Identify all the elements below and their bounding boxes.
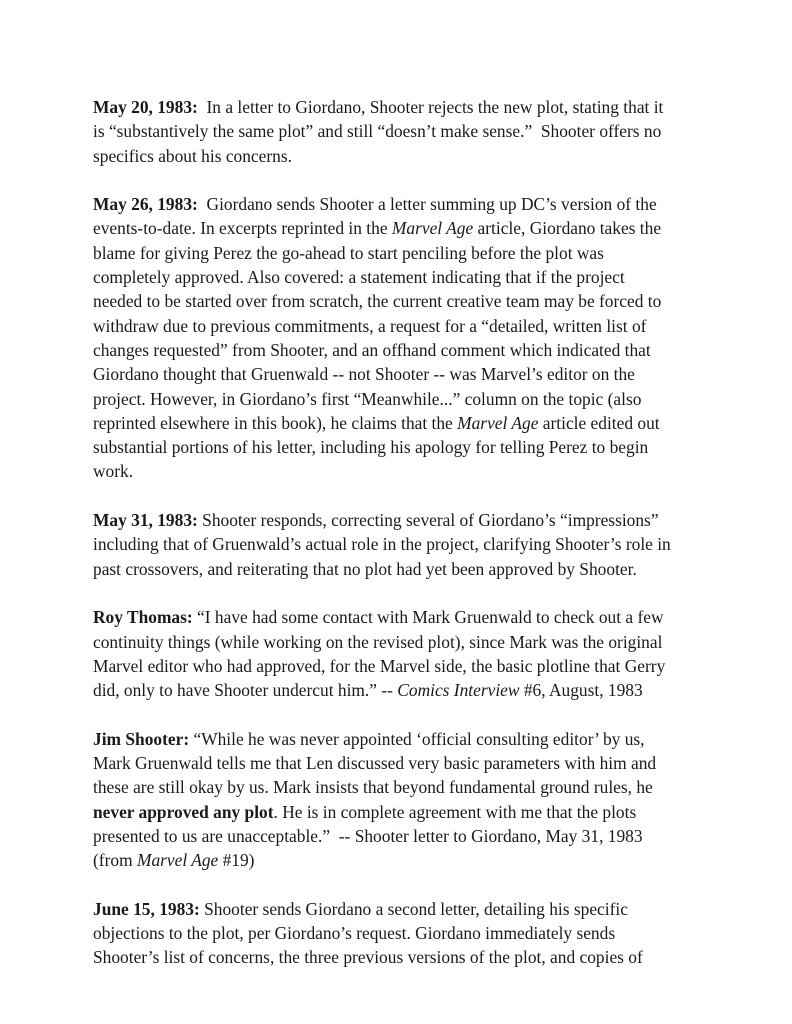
text-line (93, 387, 733, 411)
body-text: Giordano sends Shooter a letter summing up DC’s version of the (197, 194, 657, 215)
body-text: presented to us are unacceptable.” -- Shooter letter to Giordano, May 31, 1983 (93, 825, 643, 846)
body-text: “I have had some contact with Mark Gruenwald to check out a few (192, 607, 664, 628)
italic-title: Comics Interview (397, 680, 520, 701)
entry-heading: May 31, 1983: (93, 510, 198, 531)
paragraph-may-20 (93, 95, 733, 168)
paragraph-may-26 (93, 192, 733, 484)
text-line (93, 751, 733, 775)
text-line (93, 800, 733, 824)
body-text: these are still okay by us. Mark insists that beyond fundamental ground rules, he (93, 777, 653, 798)
body-text: article, Giordano takes the (473, 218, 662, 239)
text-line (93, 824, 733, 848)
paragraph-roy-thomas (93, 605, 733, 702)
body-text: article edited out (538, 412, 660, 433)
body-text: Giordano thought that Gruenwald -- not Shooter -- was Marvel’s editor on the (93, 364, 635, 385)
body-text: In a letter to Giordano, Shooter rejects the new plot, stating that it (197, 97, 664, 117)
text-line (93, 216, 733, 240)
paragraph-june-15 (93, 897, 733, 970)
text-line (93, 945, 733, 969)
italic-title: Marvel Age (391, 218, 474, 239)
text-line (93, 897, 733, 921)
text-line (93, 411, 733, 435)
body-text: . He is in complete agreement with me that the plots (273, 801, 637, 822)
text-line (93, 265, 733, 289)
body-text: reprinted elsewhere in this book), he claims that the (93, 412, 458, 433)
body-text: #19) (218, 850, 255, 871)
text-line (93, 508, 733, 532)
text-line (93, 362, 733, 386)
entry-heading: May 20, 1983: (93, 97, 198, 117)
text-line (93, 289, 733, 313)
text-line (93, 459, 733, 483)
body-text: “While he was never appointed ‘official consulting editor’ by us, (189, 728, 645, 749)
text-line (93, 314, 733, 338)
text-line (93, 921, 733, 945)
text-line (93, 654, 733, 678)
text-line (93, 144, 733, 168)
text-line (93, 241, 733, 265)
body-text: Shooter responds, correcting several of Giordano’s “impressions” (197, 510, 659, 531)
document-page (93, 95, 733, 994)
text-line (93, 435, 733, 459)
text-line (93, 119, 733, 143)
italic-title: Marvel Age (136, 850, 219, 871)
body-text: (from (93, 850, 137, 871)
body-text: completely approved. Also covered: a statement indicating that if the project (93, 267, 625, 288)
body-text: changes requested” from Shooter, and an offhand comment which indicated that (93, 339, 651, 360)
body-text: specifics about his concerns. (93, 145, 292, 166)
body-text: past crossovers, and reiterating that no plot had yet been approved by Shooter. (93, 558, 637, 579)
body-text: Shooter sends Giordano a second letter, detailing his specific (199, 898, 628, 919)
text-line (93, 338, 733, 362)
body-text: Mark Gruenwald tells me that Len discussed very basic parameters with him and (93, 753, 657, 774)
text-line (93, 605, 733, 629)
body-text: blame for giving Perez the go-ahead to start penciling before the plot was (93, 242, 604, 263)
text-line (93, 848, 733, 872)
entry-heading: June 15, 1983: (93, 898, 200, 919)
body-text: continuity things (while working on the revised plot), since Mark was the original (93, 631, 663, 652)
text-line (93, 630, 733, 654)
paragraph-may-31 (93, 508, 733, 581)
body-text: Shooter’s list of concerns, the three previous versions of the plot, and copies of (93, 947, 643, 968)
text-line (93, 557, 733, 581)
text-line (93, 532, 733, 556)
body-text: work. (93, 461, 134, 482)
text-line (93, 95, 733, 119)
body-text: Marvel editor who had approved, for the Marvel side, the basic plotline that Gerry (93, 655, 666, 676)
bold-text: never approved any plot (93, 801, 274, 822)
text-line (93, 775, 733, 799)
body-text: including that of Gruenwald’s actual role in the project, clarifying Shooter’s role in (93, 534, 671, 555)
entry-heading: May 26, 1983: (93, 194, 198, 215)
body-text: substantial portions of his letter, including his apology for telling Perez to begin (93, 437, 649, 458)
paragraph-jim-shooter (93, 727, 733, 873)
body-text: needed to be started over from scratch, the current creative team may be forced to (93, 291, 662, 312)
body-text: events-to-date. In excerpts reprinted in the (93, 218, 392, 239)
entry-heading: Jim Shooter: (93, 728, 190, 749)
body-text: is “substantively the same plot” and still “doesn’t make sense.” Shooter offers no (93, 121, 662, 142)
text-line (93, 727, 733, 751)
body-text: project. However, in Giordano’s first “Meanwhile...” column on the topic (also (93, 388, 642, 409)
body-text: objections to the plot, per Giordano’s request. Giordano immediately sends (93, 923, 616, 944)
text-line (93, 678, 733, 702)
body-text: withdraw due to previous commitments, a request for a “detailed, written list of (93, 315, 647, 336)
body-text: did, only to have Shooter undercut him.” -- (93, 680, 398, 701)
entry-heading: Roy Thomas: (93, 607, 193, 628)
italic-title: Marvel Age (457, 412, 539, 433)
body-text: #6, August, 1983 (519, 680, 643, 701)
text-line (93, 192, 733, 216)
